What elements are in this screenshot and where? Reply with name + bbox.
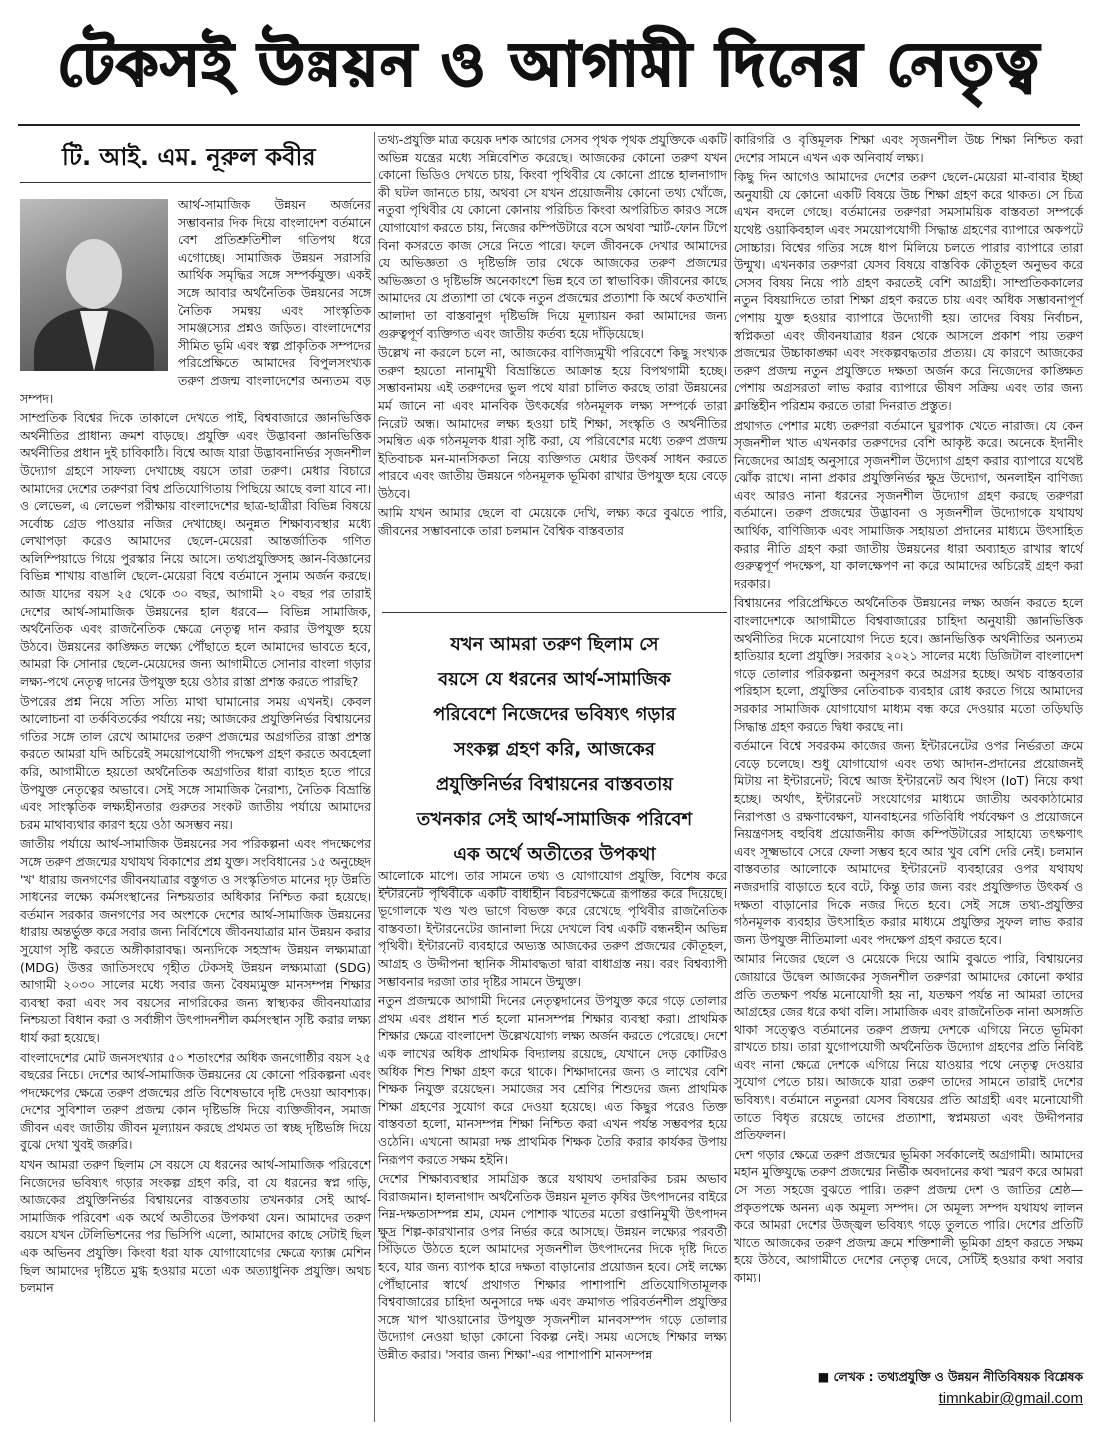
paragraph: উপরের প্রশ্ন নিয়ে সত্যি সত্যি মাথা ঘামানোর সময় এখনই। কেবল আলোচনা বা তর্কবিতর্কের পর্যায়ে নয়; আজকের প্রযুক্তিনির্ভর বিশ্বায়নের গতির সঙ্গে তাল রেখে আমাদের তরুণ প্রজন্মের অগ্রগতির রাস্তা প্রশস্ত করতে আমরা যদি অচিরেই সময়োপযোগী পদক্ষেপ গ্রহণ করতে অবহেলা করি, আগামীতে হয়তো অর্থনৈতিক অগ্রগতির ধারা ব্যাহত হতে পারে উপযুক্ত নেতৃত্বের অভাবে। সেই সঙ্গে সামাজিক নৈরাশ্য, নৈতিক বিভ্রান্তি এবং সাংস্কৃতিক লক্ষ্যহীনতার গুরুতর সংকট জাতীয় পর্যায়ে আমাদের চরম মাথাব্যথার কারণ হয়ে ওঠা অসম্ভব নয়। (20, 694, 371, 832)
author-photo (20, 199, 168, 371)
pull-quote-line: সংকল্প গ্রহণ করি, আজকের (453, 739, 656, 760)
paragraph: দেশ গড়ার ক্ষেত্রে তরুণ প্রজন্মের ভূমিকা সর্বকালেই অগ্রগামী। আমাদের মহান মুক্তিযুদ্ধে তরুণ প্রজন্মের নির্ভীক অবদানের কথা স্মরণ করে আমরা সে সত্য সহজে বুঝতে পারি। তরুণ প্রজন্ম দেশ ও জাতির শ্রেষ্ঠ— প্রকৃতপক্ষে অনন্য এক অমূল্য সম্পদ। সে অমূল্য সম্পদ যথাযথ লালন করে আমরা দেশের উজ্জ্বল ভবিষ্যৎ গড়ে তুলতে পারি। দেশের প্রতিটি খাতে আজকের তরুণ প্রজন্ম ক্রমে শক্তিশালী ভূমিকা গ্রহণ করতে সক্ষম হয়ে উঠবে, আগামীতে দেশের নেতৃত্ব দেবে, সেটিই হওয়ার কথা সবার কাম্য। (734, 1147, 1083, 1285)
paragraph: বিশ্বায়নের পরিপ্রেক্ষিতে অর্থনৈতিক উন্নয়নের লক্ষ্য অর্জন করতে হলে বাংলাদেশকে আগামীতে বিশ্ববাজারের চাহিদা অনুযায়ী জ্ঞানভিত্তিক অর্থনীতির দিকে মনোযোগ দিতে হবে। জ্ঞানভিত্তিক অর্থনীতির অন্যতম হাতিয়ার হলো প্রযুক্তি। সরকার ২০২১ সালের মধ্যে ডিজিটাল বাংলাদেশ গড়ে তোলার পরিকল্পনা অনুসরণ করে অগ্রসর হচ্ছে। অথচ বাস্তবতার পরিহাস হলো, প্রযুক্তির নেতিবাচক ব্যবহার রোধ করতে গিয়ে আমাদের সরকার সামাজিক যোগাযোগ মাধ্যম বন্ধ করে দেওয়ার মতো তড়িঘড়ি সিদ্ধান্ত গ্রহণ করতে দ্বিধা করছে না। (734, 596, 1083, 734)
paragraph: আমার নিজের ছেলে ও মেয়েকে দিয়ে আমি বুঝতে পারি, বিশ্বায়নের জোয়ারে উদ্বেল আজকের সৃজনশীল তরুণরা আমাদের কোনো কথার প্রতি ততক্ষণ পর্যন্ত মনোযোগী হয় না, যতক্ষণ পর্যন্ত না আমরা তাদের আগ্রহের জের ধরে কথা বলি। সামাজিক এবং রাজনৈতিক নানা অসঙ্গতি থাকা সত্ত্বেও বর্তমানের তরুণ প্রজন্ম দেশকে এগিয়ে নিতে ভূমিকা রাখতে চায়। তারা যুগোপযোগী অর্থনৈতিক উদ্যোগ গ্রহণের প্রতি নিবিষ্ট এবং নানা ক্ষেত্রে দেশকে এগিয়ে নিয়ে যাওয়ার পথে নেতৃত্ব দেওয়ার সুযোগ পেতে চায়। আজকে যারা তরুণ তাদের সামনে তারাই দেশের ভবিষ্যৎ। বর্তমানে নতুনরা যেসব বিষয়ের প্রতি আগ্রহী এবং মনোযোগী তাতে বিধৃত রয়েছে তাদের প্রত্যাশা, স্বপ্নময়তা এবং উদ্দীপনার প্রতিফলন। (734, 952, 1083, 1143)
column-3 (734, 132, 1083, 1290)
paragraph: দেশের শিক্ষাব্যবস্থার সামগ্রিক স্তরে যথাযথ তদারকির চরম অভাব বিরাজমান। হালনাগাদ অর্থনৈতিক উন্নয়ন মূলত কৃষির উৎপাদনের বাইরে নিম্ন-দক্ষতাসম্পন্ন শ্রম, যেমন পোশাক খাতের মতো রপ্তানিমুখী উৎপাদন ক্ষুদ্র শিল্প-কারখানার ওপর নির্ভর করে আসছে। উন্নয়ন লক্ষ্যের পরবর্তী সিঁড়িতে উঠতে হলে আমাদের সৃজনশীল উৎপাদনের দিকে দৃষ্টি দিতে হবে, যার জন্য ব্যাপক হারে দক্ষতা বাড়ানোর প্রয়োজন হবে। সেই লক্ষ্যে পৌঁছানোর স্বার্থে প্রথাগত শিক্ষার পাশাপাশি প্রতিযোগিতামূলক বিশ্ববাজারের চাহিদা অনুসারে দক্ষ এবং ক্রমাগত পরিবর্তনশীল প্রযুক্তির সঙ্গে খাপ খাওয়ানোর উপযুক্ত সৃজনশীল মানবসম্পদ গড়ে তোলার উদ্যোগ নেওয়া ছাড়া কোনো বিকল্প নেই। সময় এসেছে শিক্ষার লক্ষ্য উন্নীত করার। 'সবার জন্য শিক্ষা'-এর পাশাপাশি মানসম্পন্ন (378, 1172, 727, 1363)
paragraph: বাংলাদেশের মোট জনসংখ্যার ৫০ শতাংশের অধিক জনগোষ্ঠীর বয়স ২৫ বছরের নিচে। দেশের আর্থ-সামাজিক উন্নয়নের যে কোনো পরিকল্পনা এবং পদক্ষেপের ক্ষেত্রে তরুণ প্রজন্মের প্রতি বিশেষভাবে দৃষ্টি দেওয়া আবশ্যক। দেশের সুবিশাল তরুণ প্রজন্ম কোন দৃষ্টিভঙ্গি দিয়ে ব্যক্তিজীবন, সমাজ জীবন এবং জাতীয় জীবন মূল্যায়ন করছে প্রথমত তা স্বচ্ছ দৃষ্টিভঙ্গি দিয়ে বুঝে দেখা খুবই জরুরি। (20, 1050, 371, 1153)
column-2-top (378, 132, 727, 543)
paragraph: প্রথাগত পেশার মধ্যে তরুণরা বর্তমানে ঘুরপাক খেতে নারাজ। যে কেন সৃজনশীল খাত এখনকার তরুণদের বেশি আকৃষ্ট করে। অনেকে ইদানীং নিজেদের আগ্রহ অনুসারে সৃজনশীল উদ্যোগ গ্রহণ করার ব্যাপারে যথেষ্ট ঝোঁক রাখে। নানা প্রকার প্রযুক্তিনির্ভর ক্ষুদ্র উদ্যোগ, অনলাইন বাণিজ্য এবং আরও নানা ধরনের সৃজনশীল উদ্যোগ গ্রহণ করছে তরুণরা বর্তমানে। তরুণ প্রজন্মের উদ্ভাবনা ও সৃজনশীল উদ্যোগকে যথাযথ আর্থিক, বাণিজ্যিক এবং সামাজিক সহায়তা প্রদানের মাধ্যমে উৎসাহিত করার নীতি গ্রহণ করা জাতীয় উন্নয়নের ধারা অব্যাহত রাখার স্বার্থে গুরুত্বপূর্ণ পদক্ষেপ, যা কালক্ষেপণ না করে আমাদের অচিরেই গ্রহণ করা দরকার। (734, 418, 1083, 591)
author-rule (20, 182, 371, 183)
paragraph: জাতীয় পর্যায়ে আর্থ-সামাজিক উন্নয়নের সব পরিকল্পনা এবং পদক্ষেপের সঙ্গে তরুণ প্রজন্মের যথাযথ বিকাশের প্রশ্ন যুক্ত। সংবিধানের ১৫ অনুচ্ছেদ 'খ' ধারায় জনগণের জীবনযাত্রার বস্তুগত ও সংস্কৃতিগত মানের দৃঢ় উন্নতি সাধনের লক্ষ্যে কর্মসংস্থানের নিশ্চয়তার অধিকার নিশ্চিত করা হয়েছে। বর্তমান সরকার জনগণের সব অংশকে দেশের আর্থ-সামাজিক উন্নয়নের ধারায় অন্তর্ভুক্ত করে সবার জন্য নির্বিশেষে জীবনযাত্রার মান উন্নয়ন করার সুযোগ সৃষ্টি করতে অঙ্গীকারাবদ্ধ। অন্যদিকে সহস্রাব্দ উন্নয়ন লক্ষ্যমাত্রা (MDG) উত্তর জাতিসংঘে গৃহীত টেকসই উন্নয়ন লক্ষ্যমাত্রা (SDG) আগামী ২০৩০ সালের মধ্যে সবার জন্য বৈষম্যমুক্ত মানসম্পন্ন শিক্ষার ব্যবস্থা করা এবং সব বয়সের নাগরিকের জন্য স্বাস্থ্যকর জীবনযাত্রার নিশ্চয়তা বিধান করা ও সর্বাঙ্গীণ উৎপাদনশীল কর্মসংস্থান সৃষ্টি করার লক্ষ্য ধার্য করা হয়েছে। (20, 837, 371, 1045)
pull-quote (382, 612, 727, 889)
pull-quote-line: বয়সে যে ধরনের আর্থ-সামাজিক (438, 669, 671, 690)
paragraph: যখন আমরা তরুণ ছিলাম সে বয়সে যে ধরনের আর্থ-সামাজিক পরিবেশে নিজেদের ভবিষ্যৎ গড়ার সংকল্প গ্রহণ করি, বা যে ধরনের স্বপ্ন গড়ি, আজকের প্রযুক্তিনির্ভর বিশ্বায়নের বাস্তবতায় তখনকার সেই আর্থ-সামাজিক পরিবেশ এক অর্থে অতীতের উপকথা যেন। আমাদের তরুণ বয়সে যখন টেলিভিশনের পর ভিসিপি এলো, আমাদের কাছে সেটাই ছিল এক অভিনব প্রযুক্তি। কিংবা ধরা যাক যোগাযোগের ক্ষেত্রে ফ্যাক্স মেশিন ছিল আমাদের দৃষ্টিতে মুগ্ধ হওয়ার মতো এক অত্যাধুনিক প্রযুক্তি। অথচ চলমান (20, 1158, 371, 1296)
column-2-bottom (378, 868, 727, 1367)
paragraph: নতুন প্রজন্মকে আগামী দিনের নেতৃত্বদানের উপযুক্ত করে গড়ে তোলার প্রথম এবং প্রধান শর্ত হলো মানসম্পন্ন শিক্ষার ব্যবস্থা করা। প্রাথমিক শিক্ষার ক্ষেত্রে বাংলাদেশ উল্লেখযোগ্য লক্ষ্য অর্জন করতে পেরেছে। দেশে এক লাখের অধিক প্রাথমিক বিদ্যালয় রয়েছে, যেখানে দেড় কোটিরও অধিক শিশু শিক্ষা গ্রহণ করে থাকে। শিক্ষাদানের জন্য ও লাখের বেশি শিক্ষক নিযুক্ত রয়েছেন। সমাজের সব শ্রেণির শিশুদের জন্য প্রাথমিক শিক্ষা গ্রহণের সুযোগ করে দেওয়া হয়েছে। এত কিছুর পরেও তিক্ত বাস্তবতা হলো, মানসম্পন্ন শিক্ষা নিশ্চিত করা এখন পর্যন্ত সম্ভবপর হয়ে ওঠেনি। এখনো আমরা দক্ষ প্রাথমিক শিক্ষক তৈরি করার কার্যকর উপায় নিরূপণ করতে সক্ষম হইনি। (378, 994, 727, 1167)
author-name: টি. আই. এম. নূরুল কবীর (62, 143, 316, 171)
author-byline: ■ লেখক : তথ্যপ্রযুক্তি ও উন্নয়ন নীতিবিষয়ক বিশ্লেষক (817, 1370, 1083, 1384)
paragraph: আমি যখন আমার ছেলে বা মেয়েকে দেখি, লক্ষ্য করে বুঝতে পারি, জীবনের সম্ভাবনাকে তারা চলমান বৈশ্বিক বাস্তবতার (378, 506, 727, 539)
pull-quote-line: এক অর্থে অতীতের উপকথা (453, 844, 656, 865)
headline: টেকসই উন্নয়ন ও আগামী দিনের নেতৃত্ব (57, 30, 1041, 100)
pull-quote-line: যখন আমরা তরুণ ছিলাম সে (450, 634, 659, 655)
column-divider (374, 132, 375, 1422)
paragraph: কিছু দিন আগেও আমাদের দেশের তরুণ ছেলে-মেয়েরা মা-বাবার ইচ্ছা অনুযায়ী যে কোনো একটি বিষয়ে উচ্চ শিক্ষা গ্রহণ করে থাকত। সে চিত্র এখন বদলে গেছে। বর্তমানের তরুণরা সমসাময়িক বাস্তবতা সম্পর্কে যথেষ্ট ওয়াকিবহাল এবং সময়োপযোগী সিদ্ধান্ত গ্রহণের ব্যাপারে অকপটে সোচ্চার। বিশ্বের গতির সঙ্গে ধাপ মিলিয়ে চলতে পারার ব্যাপারে তারা উন্মুখ। এখনকার তরুণরা যেসব বিষয়ে বাস্তবিক কৌতূহল অনুভব করে সেসব বিষয় নিয়ে পাঠ গ্রহণ করতেই বেশি আগ্রহী। সাম্প্রতিককালের নতুন বিষয়াদিতে তারা শিক্ষা গ্রহণ করতে চায় এবং অধিক সম্ভাবনাপূর্ণ পেশায় যুক্ত হওয়ার ব্যাপারে উদ্যোগী হয়। তাদের বিষয় নির্বাচন, স্বপ্নিকতা এবং জীবনযাত্রার ধরন থেকে আসলে প্রকাশ পায় তরুণ প্রজন্মের উচ্চাকাঙ্ক্ষা এবং সংকল্পবদ্ধতার প্রত্যয়। যে কারণে আজকের তরুণ প্রজন্ম নতুন প্রযুক্তিতে দক্ষতা অর্জন করে নিজেদের কাঙ্ক্ষিত পেশায় অগ্রসরতা লাভ করার ব্যাপারে ভীষণ সক্রিয় এবং তার জন্য ক্লান্তিহীন পরিশ্রম করতে তারা দিনরাত প্রস্তুত। (734, 170, 1083, 413)
paragraph: আর্থ-সামাজিক উন্নয়ন অর্জনের সম্ভাবনার দিক দিয়ে বাংলাদেশ বর্তমানে বেশ প্রতিশ্রুতিশীল গতিপথ ধরে এগোচ্ছে। সামাজিক উন্নয়ন সরাসরি আর্থিক সমৃদ্ধির সঙ্গে সম্পর্কযুক্ত। একই সঙ্গে আবার অর্থনৈতিক উন্নয়নের সঙ্গে নৈতিক সমন্বয় এবং সাংস্কৃতিক সামঞ্জস্যের প্রশ্নও জড়িত। বাংলাদেশের সীমিত ভূমি এবং স্বল্প প্রাকৃতিক সম্পদের পরিপ্রেক্ষিতে আমাদের বিপুলসংখ্যক তরুণ প্রজন্ম বাংলাদেশের অন্যতম বড় সম্পদ। (20, 198, 371, 406)
paragraph: সাম্প্রতিক বিশ্বের দিকে তাকালে দেখতে পাই, বিশ্ববাজারে জ্ঞানভিত্তিক অর্থনীতির প্রাধান্য ক্রমশ বাড়ছে। প্রযুক্তি এবং উদ্ভাবনা জ্ঞানভিত্তিক অর্থনীতির প্রধান দুই চাবিকাঠি। বিশ্বে আজ যারা উদ্ভাবনানির্ভর সৃজনশীল উদ্যোগ গ্রহণে সাফল্য দেখাচ্ছে বয়সে তারা তরুণ। মেধার বিচারে আমাদের দেশের তরুণরা বিশ্ব প্রতিযোগিতায় পিছিয়ে আছে বলা যাবে না। ও লেভেল, এ লেভেল পরীক্ষায় বাংলাদেশের ছাত্র-ছাত্রীরা বিভিন্ন বিষয়ে সর্বোচ্চ গ্রেড পাওয়ার নজির দেখাচ্ছে। অনুন্নত শিক্ষাব্যবস্থার মধ্যে লেখাপড়া করেও আমাদের ছেলে-মেয়েরা আন্তর্জাতিক গণিত অলিম্পিয়াডে গিয়ে পুরস্কার নিয়ে আসে। তথ্যপ্রযুক্তিসহ জ্ঞান-বিজ্ঞানের বিভিন্ন শাখায় বাঙালি ছেলে-মেয়েরা বিশ্বে বর্তমানে সুনাম অর্জন করছে। আজ যাদের বয়স ২৫ থেকে ৩০ বছর, আগামী ২০ বছর পর তারাই দেশের আর্থ-সামাজিক উন্নয়নের হাল ধরবে— বিভিন্ন সামাজিক, অর্থনৈতিক এবং রাজনৈতিক ক্ষেত্রে নেতৃত্ব দান করার উপযুক্ত হয়ে উঠবে। উন্নয়নের কাঙ্ক্ষিত লক্ষ্যে পৌঁছাতে হলে আমাদের ভাবতে হবে, আমরা কি সোনার ছেলে-মেয়েদের জন্য আগামীতে সোনার বাংলা গড়ার লক্ষ্য-পথে নেতৃত্ব দানের উপযুক্ত হয়ে ওঠার রাস্তা প্রশস্ত করতে পারছি? (20, 411, 371, 690)
paragraph: তথ্য-প্রযুক্তি মাত্র কয়েক দশক আগের সেসব পৃথক পৃথক প্রযুক্তিকে একটি অভিন্ন যন্ত্রের মধ্যে সন্নিবেশিত করেছে। আজকের কোনো তরুণ যখন কোনো ভিডিও দেখতে চায়, কিংবা পৃথিবীর যে কোনো প্রান্তে হালনাগাদ কী ঘটল জানতে চায়, অথবা সে যখন প্রয়োজনীয় কোনো তথ্য খোঁজে, নতুবা পৃথিবীর যে কোনো কোনায় পরিচিত কিংবা অপরিচিত কারও সঙ্গে যোগাযোগ করতে চায়, নিজের কম্পিউটারে বসে অথবা স্মার্ট-ফোন টিপে বিনা কসরতে কাজ সেরে নিতে পারে। ফলে জীবনকে দেখার আমাদের যে অভিজ্ঞতা ও দৃষ্টিভঙ্গি তার থেকে আজকের তরুণ প্রজন্মের অভিজ্ঞতা ও দৃষ্টিভঙ্গি অনেকাংশে ভিন্ন হবে তা স্বাভাবিক। জীবনের কাছে আমাদের যে প্রত্যাশা তা থেকে নতুন প্রজন্মের প্রত্যাশা কি অর্থে কতখানি আলাদা তা বাস্তবানুগ দৃষ্টিভঙ্গি দিয়ে মূল্যায়ন করা আমাদের জন্য গুরুত্বপূর্ণ ব্যক্তিগত এবং জাতীয় কর্তব্য হয়ে দাঁড়িয়েছে। (378, 133, 727, 341)
paragraph: কারিগরি ও বৃত্তিমূলক শিক্ষা এবং সৃজনশীল উচ্চ শিক্ষা নিশ্চিত করা দেশের সামনে এখন এক অনিবার্য লক্ষ্য। (734, 133, 1083, 165)
paragraph: উল্লেখ না করলে চলে না, আজকের বাণিজ্যমুখী পরিবেশে কিছু সংখ্যক তরুণ হয়তো নানামুখী বিভ্রান্তিতে আক্রান্ত হয়ে বিপথগামী হচ্ছে। সম্ভাবনাময় এই তরুণদের ভুল পথে যারা চালিত করছে তারা উন্নয়নের মর্ম জানে না এবং মানবিক উৎকর্ষের গঠনমূলক লক্ষ্য সম্পর্কে তারা নিরেট অন্ধ। আমাদের লক্ষ্য হওয়া চাই শিক্ষা, সংস্কৃতি ও অর্থনীতির সমন্বিত এক গঠনমূলক ধারা সৃষ্টি করা, যে পরিবেশের মধ্যে তরুণ প্রজন্ম ইতিবাচক মন-মানসিকতা নিয়ে ব্যক্তিগত মেধার উৎকর্ষ সাধন করতে পারবে এবং জাতীয় উন্নয়নে গঠনমূলক ভূমিকা রাখার উপযুক্ত হয়ে বেড়ে উঠবে। (378, 346, 727, 501)
paragraph: আলোকে মাপে। তার সামনে তথ্য ও যোগাযোগ প্রযুক্তি, বিশেষ করে ইন্টারনেট পৃথিবীকে একটি বাধাহীন বিচরণক্ষেত্রে রূপান্তর করে দিয়েছে। ভূগোলকে খণ্ড খণ্ড ভাগে বিভক্ত করে রেখেছে পৃথিবীর রাজনৈতিক বাস্তবতা। ইন্টারনেটের জানালা দিয়ে দেখলে বিশ্ব একটি বন্ধনহীন অভিন্ন পৃথিবী। ইন্টারনেট ব্যবহারে অভ্যস্ত আজকের তরুণ প্রজন্মের কৌতূহল, আগ্রহ ও উদ্দীপনা স্থানিক সীমাবদ্ধতা দ্বারা বাধাগ্রস্ত নয়। বরং বিশ্বব্যাপী সম্ভাবনার দরজা তার দৃষ্টির সামনে উন্মুক্ত। (378, 869, 727, 989)
pull-quote-line: তখনকার সেই আর্থ-সামাজিক পরিবেশ (416, 809, 693, 830)
pull-quote-line: পরিবেশে নিজেদের ভবিষ্যৎ গড়ার (433, 704, 676, 725)
headline-rule (18, 124, 1080, 126)
signature-block (734, 1368, 1083, 1412)
pull-quote-line: প্রযুক্তিনির্ভর বিশ্বায়নের বাস্তবতায় (435, 774, 674, 795)
author-email[interactable]: timnkabir@gmail.com (938, 1390, 1083, 1407)
column-divider (730, 132, 731, 1422)
column-1 (20, 132, 371, 1300)
paragraph: বর্তমানে বিশ্বে সবরকম কাজের জন্য ইন্টারনেটের ওপর নির্ভরতা ক্রমে বেড়ে চলেছে। শুধু যোগাযোগ এবং তথ্য আদান-প্রদানের প্রয়োজনই মিটায় না ইন্টারনেট; বিশ্বে আজ ইন্টারনেট অব থিংস (IoT) নিয়ে কথা হচ্ছে। অর্থাৎ, ইন্টারনেট সংযোগের মাধ্যমে জাতীয় অবকাঠামোর নিরাপত্তা ও রক্ষণাবেক্ষণ, যানবাহনের গতিবিধি পর্যবেক্ষণ ও প্রয়োজনে নিয়ন্ত্রণসহ বহুবিধ প্রয়োজনীয় কাজ কম্পিউটারের সাহায্যে তৎক্ষণাৎ এবং সূক্ষ্মভাবে সেরে ফেলা সম্ভব হবে আর খুব বেশি দেরি নেই। চলমান বাস্তবতার আলোকে আমাদের ইন্টারনেট ব্যবহারের ওপর যথাযথ নজরদারি বাড়াতে হবে বটে, কিন্তু তার জন্য বরং প্রযুক্তিগত উৎকর্ষ ও দক্ষতা বাড়ানোর দিকে নজর দিতে হবে। সেই সঙ্গে তথ্য-প্রযুক্তির গঠনমূলক ব্যবহার উৎসাহিত করার মাধ্যমে প্রযুক্তির সুফল লাভ করার জন্য উপযুক্ত নীতিমালা এবং পদক্ষেপ গ্রহণ করতে হবে। (734, 739, 1083, 947)
